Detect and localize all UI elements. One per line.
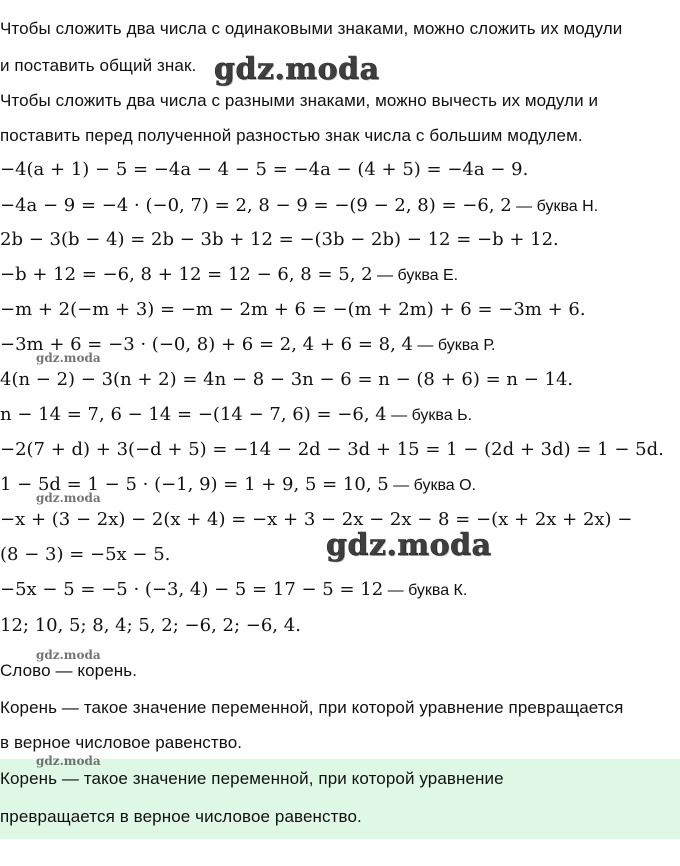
solution-line: 1 − 5d = 1 − 5 · (−1, 9) = 1 + 9, 5 = 10, 5 — буква О. — [0, 474, 476, 495]
solution-line: −m + 2(−m + 3) = −m − 2m + 6 = −(m + 2m) + 6 = −3m + 6. — [0, 299, 586, 320]
definition-line-1: Корень — такое значение переменной, при которой уравнение превращается — [0, 698, 624, 717]
rule-same-sign-line-2: и поставить общий знак. — [0, 56, 197, 75]
solution-line: −x + (3 − 2x) − 2(x + 4) = −x + 3 − 2x − 2x − 8 = −(x + 2x + 2x) − — [0, 509, 633, 530]
rule-same-sign-line-1: Чтобы сложить два числа с одинаковыми знаками, можно сложить их модули — [0, 19, 623, 38]
solution-line: 4(n − 2) − 3(n + 2) = 4n − 8 − 3n − 6 = n − (8 + 6) = n − 14. — [0, 369, 574, 390]
answers-sequence-line: 12; 10, 5; 8, 4; 5, 2; −6, 2; −6, 4. — [0, 615, 301, 636]
solution-line: n − 14 = 7, 6 − 14 = −(14 − 7, 6) = −6, 4 — буква Ь. — [0, 404, 473, 425]
solution-line: (8 − 3) = −5x − 5. — [0, 544, 171, 565]
watermark-logo: gdz.moda — [326, 528, 492, 563]
solution-line: −4a − 9 = −4 · (−0, 7) = 2, 8 − 9 = −(9 − 2, 8) = −6, 2 — буква Н. — [0, 195, 599, 216]
rule-diff-sign-line-1: Чтобы сложить два числа с разными знаками, можно вычесть их модули и — [0, 91, 599, 110]
watermark-small: gdz.moda — [36, 754, 101, 768]
solution-line: −5x − 5 = −5 · (−3, 4) − 5 = 17 − 5 = 12 — буква К. — [0, 579, 468, 600]
solution-line: −2(7 + d) + 3(−d + 5) = −14 − 2d − 3d + 15 = 1 − (2d + 3d) = 1 − 5d. — [0, 439, 664, 460]
solution-line: −3m + 6 = −3 · (−0, 8) + 6 = 2, 4 + 6 = 8, 4 — буква Р. — [0, 334, 496, 355]
watermark-small: gdz.moda — [36, 491, 101, 505]
highlight-definition-line-2: превращается в верное числовое равенство. — [0, 807, 362, 826]
definition-line-2: в верное числовое равенство. — [0, 733, 243, 752]
answer-word-line: Слово — корень. — [0, 661, 138, 680]
watermark-logo: gdz.moda — [214, 52, 380, 87]
rule-diff-sign-line-2: поставить перед полученной разностью знак числа с большим модулем. — [0, 126, 583, 145]
watermark-small: gdz.moda — [36, 351, 101, 365]
solution-line: −4(a + 1) − 5 = −4a − 4 − 5 = −4a − (4 + 5) = −4a − 9. — [0, 159, 529, 180]
highlight-definition-line-1: Корень — такое значение переменной, при которой уравнение — [0, 769, 504, 788]
solution-line: −b + 12 = −6, 8 + 12 = 12 − 6, 8 = 5, 2 — буква Е. — [0, 264, 459, 285]
solution-line: 2b − 3(b − 4) = 2b − 3b + 12 = −(3b − 2b) − 12 = −b + 12. — [0, 229, 559, 250]
watermark-small: gdz.moda — [36, 648, 101, 662]
